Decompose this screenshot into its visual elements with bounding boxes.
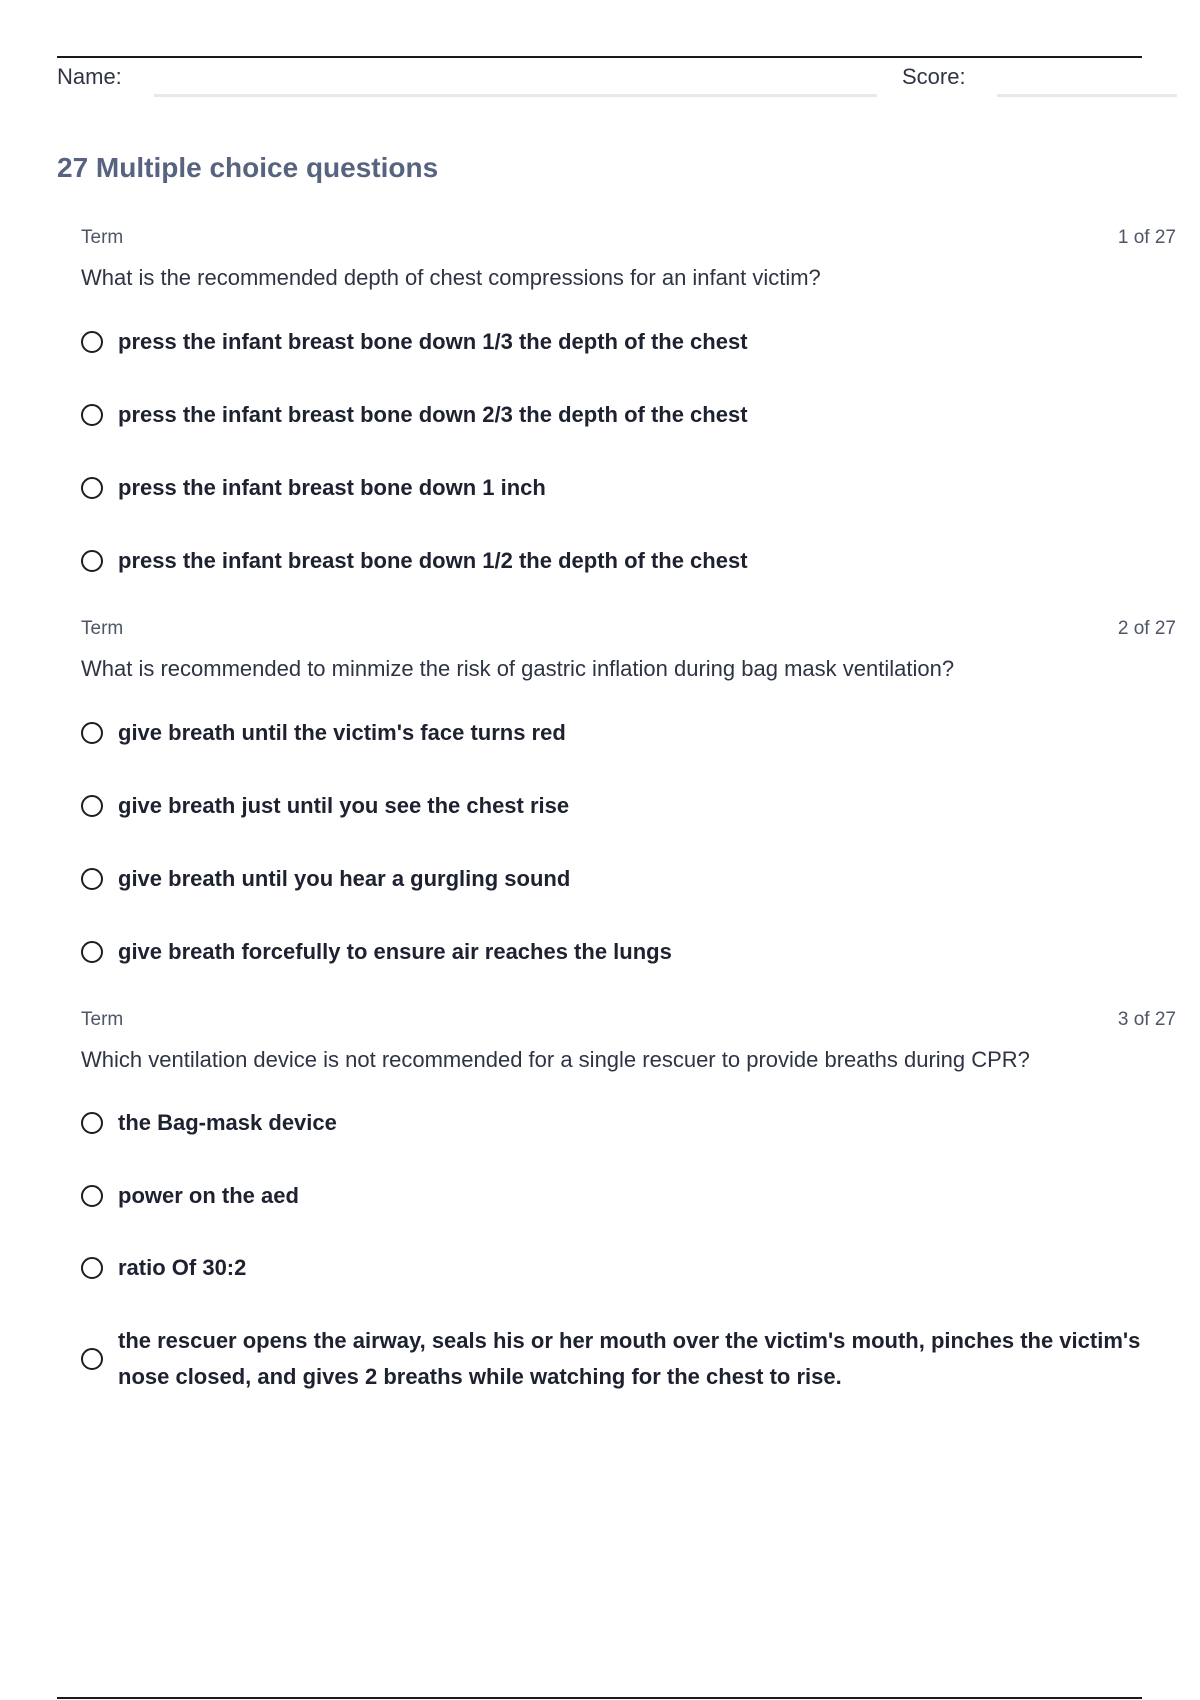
radio-button-icon[interactable] <box>81 941 103 963</box>
radio-button-icon[interactable] <box>81 1185 103 1207</box>
radio-button-icon[interactable] <box>81 550 103 572</box>
answer-option-label: power on the aed <box>118 1183 299 1208</box>
radio-button-icon[interactable] <box>81 477 103 499</box>
name-score-row <box>57 62 1177 98</box>
answer-option-label: give breath just until you see the chest rise <box>118 793 570 818</box>
score-field-line[interactable] <box>997 94 1177 97</box>
term-label: Term <box>81 227 124 248</box>
bottom-divider <box>57 1697 1142 1699</box>
radio-button-icon[interactable] <box>81 1257 103 1279</box>
section-title: 27 Multiple choice questions <box>57 152 439 183</box>
answer-option-label: press the infant breast bone down 1/3 the depth of the chest <box>118 329 748 354</box>
name-label: Name: <box>57 64 122 89</box>
top-divider <box>57 56 1142 58</box>
question-prompt: What is the recommended depth of chest compressions for an infant victim? <box>81 265 821 290</box>
question-counter: 2 of 27 <box>1117 618 1176 639</box>
question-prompt: Which ventilation device is not recommended for a single rescuer to provide breaths during CPR? <box>81 1047 1030 1072</box>
answer-option-label: press the infant breast bone down 2/3 the depth of the chest <box>118 402 748 427</box>
radio-button-icon[interactable] <box>81 795 103 817</box>
term-label: Term <box>81 1009 124 1030</box>
answer-option-label: ratio Of 30:2 <box>118 1255 247 1280</box>
answer-option-label: press the infant breast bone down 1 inch <box>118 475 546 500</box>
answer-option-label: give breath forcefully to ensure air reaches the lungs <box>118 939 672 964</box>
answer-option-label: the rescuer opens the airway, seals his or her mouth over the victim's mouth, pinches the victim's nose closed, and gives 2 breaths while watching for the chest to rise. <box>118 1328 1141 1389</box>
radio-button-icon[interactable] <box>81 1348 103 1370</box>
term-label: Term <box>81 618 124 639</box>
answer-option-label: the Bag-mask device <box>118 1110 337 1135</box>
question-counter: 1 of 27 <box>1117 227 1176 248</box>
radio-button-icon[interactable] <box>81 722 103 744</box>
name-field-line[interactable] <box>154 94 877 97</box>
answer-option-label: press the infant breast bone down 1/2 the depth of the chest <box>118 548 748 573</box>
radio-button-icon[interactable] <box>81 868 103 890</box>
question-counter: 3 of 27 <box>1117 1009 1176 1030</box>
radio-button-icon[interactable] <box>81 331 103 353</box>
question-prompt: What is recommended to minmize the risk of gastric inflation during bag mask ventilation? <box>81 656 955 681</box>
answer-option-label: give breath until the victim's face turns red <box>118 720 566 745</box>
score-label: Score: <box>902 64 966 89</box>
radio-button-icon[interactable] <box>81 1112 103 1134</box>
radio-button-icon[interactable] <box>81 404 103 426</box>
answer-option-label: give breath until you hear a gurgling sound <box>118 866 571 891</box>
